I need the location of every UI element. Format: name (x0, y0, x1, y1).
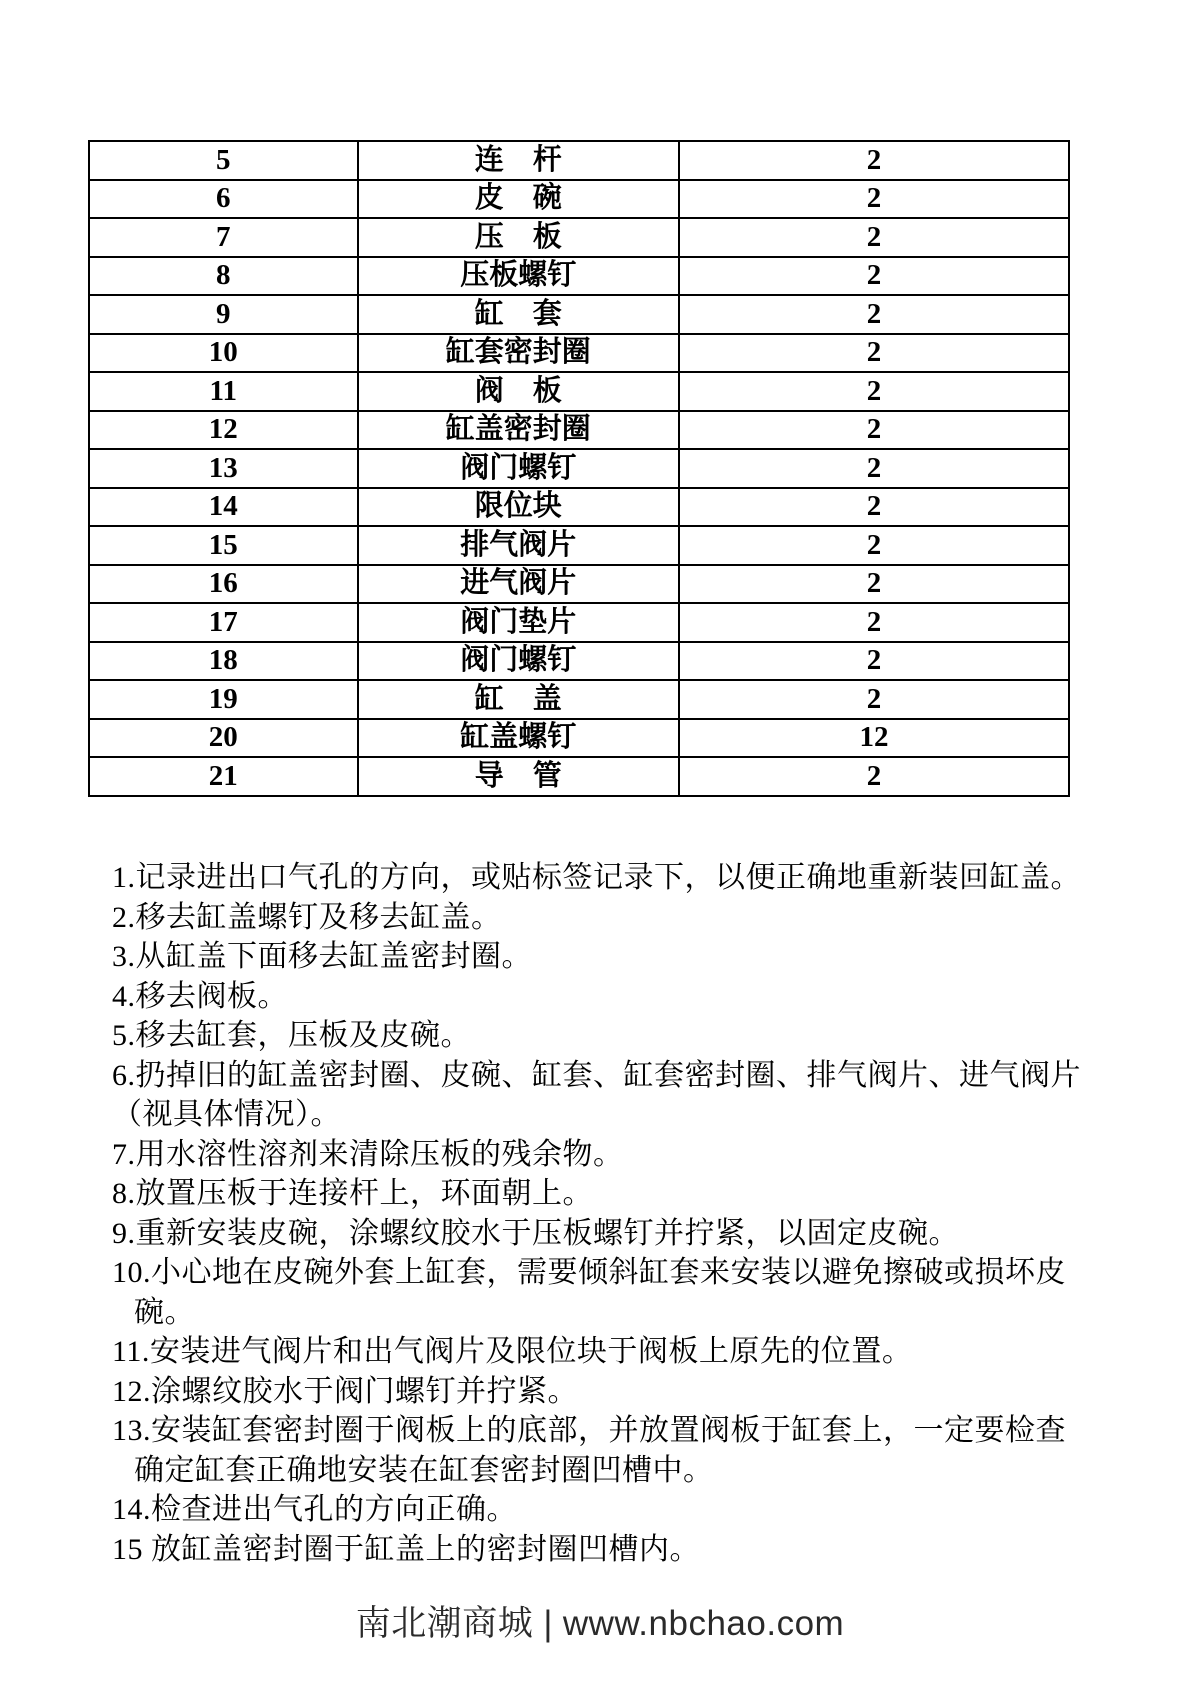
part-quantity: 2 (679, 603, 1069, 642)
part-number: 21 (89, 757, 358, 796)
table-row (89, 488, 1069, 527)
part-name: 进气阀片 (358, 565, 679, 604)
part-number: 17 (89, 603, 358, 642)
part-quantity: 2 (679, 565, 1069, 604)
part-number: 10 (89, 334, 358, 373)
part-number: 13 (89, 449, 358, 488)
part-quantity: 12 (679, 719, 1069, 758)
part-name: 缸 盖 (358, 680, 679, 719)
table-row (89, 449, 1069, 488)
part-quantity: 2 (679, 257, 1069, 296)
part-quantity: 2 (679, 411, 1069, 450)
part-name: 阀门螺钉 (358, 449, 679, 488)
instruction-line: 8.放置压板于连接杆上，环面朝上。 (112, 1177, 593, 1210)
part-name: 阀 板 (358, 372, 679, 411)
instruction-line: 4.移去阀板。 (112, 979, 288, 1013)
part-number: 19 (89, 680, 358, 719)
footer-separator: | (543, 1604, 553, 1643)
part-quantity: 2 (679, 180, 1069, 219)
table-row (89, 295, 1069, 334)
part-name: 皮 碗 (358, 180, 679, 219)
part-number: 12 (89, 411, 358, 450)
table-row (89, 642, 1069, 681)
instruction-line-continuation: （视具体情况）。 (112, 1098, 341, 1131)
part-name: 限位块 (358, 488, 679, 527)
instruction-line: 13.安装缸套密封圈于阀板上的底部，并放置阀板于缸套上，一定要检查 (112, 1414, 1066, 1447)
part-name: 缸套密封圈 (358, 334, 679, 373)
part-name: 阀门垫片 (358, 603, 679, 642)
part-quantity: 2 (679, 526, 1069, 565)
table-row (89, 603, 1069, 642)
table-row (89, 565, 1069, 604)
instruction-line: 11.安装进气阀片和出气阀片及限位块于阀板上原先的位置。 (112, 1335, 913, 1368)
footer-url: www.nbchao.com (562, 1604, 845, 1643)
part-name: 阀门螺钉 (358, 642, 679, 681)
part-quantity: 2 (679, 757, 1069, 796)
part-quantity: 2 (679, 680, 1069, 719)
instruction-line: 14.检查进出气孔的方向正确。 (112, 1493, 517, 1526)
part-name: 缸盖密封圈 (358, 411, 679, 450)
table-row (89, 757, 1069, 796)
part-quantity: 2 (679, 141, 1069, 180)
instruction-line: 7.用水溶性溶剂来清除压板的残余物。 (112, 1137, 624, 1171)
footer-brand: 南北潮商城 (355, 1604, 534, 1643)
instruction-line: 15 放缸盖密封圈于缸盖上的密封圈凹槽内。 (112, 1532, 700, 1566)
part-number: 7 (89, 218, 358, 257)
part-quantity: 2 (679, 642, 1069, 681)
table-row (89, 141, 1069, 180)
instruction-line: 10.小心地在皮碗外套上缸套，需要倾斜缸套来安装以避免擦破或损坏皮 (112, 1256, 1066, 1289)
part-number: 8 (89, 257, 358, 296)
part-name: 压板螺钉 (358, 257, 679, 296)
part-quantity: 2 (679, 449, 1069, 488)
instruction-line: 5.移去缸套，压板及皮碗。 (112, 1019, 471, 1052)
table-row (89, 680, 1069, 719)
table-row (89, 180, 1069, 219)
part-quantity: 2 (679, 488, 1069, 527)
table-row (89, 719, 1069, 758)
part-name: 缸盖螺钉 (358, 719, 679, 758)
instruction-line: 1.记录进出口气孔的方向，或贴标签记录下，以便正确地重新装回缸盖。 (112, 861, 1081, 894)
part-name: 导 管 (358, 757, 679, 796)
part-number: 15 (89, 526, 358, 565)
part-quantity: 2 (679, 218, 1069, 257)
table-row (89, 218, 1069, 257)
part-name: 排气阀片 (358, 526, 679, 565)
instruction-line: 6.扔掉旧的缸盖密封圈、皮碗、缸套、缸套密封圈、排气阀片、进气阀片 (112, 1058, 1081, 1092)
instruction-list (112, 858, 1122, 1569)
part-quantity: 2 (679, 372, 1069, 411)
table-row (89, 257, 1069, 296)
table-row (89, 334, 1069, 373)
part-name: 压 板 (358, 218, 679, 257)
part-number: 18 (89, 642, 358, 681)
part-number: 6 (89, 180, 358, 219)
part-name: 缸 套 (358, 295, 679, 334)
instruction-line: 9.重新安装皮碗，涂螺纹胶水于压板螺钉并拧紧，以固定皮碗。 (112, 1216, 959, 1250)
table-row (89, 526, 1069, 565)
part-number: 9 (89, 295, 358, 334)
table-row (89, 411, 1069, 450)
page-footer (0, 1596, 1200, 1646)
part-name: 连 杆 (358, 141, 679, 180)
instruction-line: 3.从缸盖下面移去缸盖密封圈。 (112, 940, 532, 973)
parts-table (88, 140, 1070, 797)
part-number: 5 (89, 141, 358, 180)
part-number: 20 (89, 719, 358, 758)
part-number: 14 (89, 488, 358, 527)
part-quantity: 2 (679, 334, 1069, 373)
instruction-line: 2.移去缸盖螺钉及移去缸盖。 (112, 900, 502, 934)
instruction-line-continuation: 碗。 (134, 1295, 195, 1329)
part-quantity: 2 (679, 295, 1069, 334)
part-number: 11 (89, 372, 358, 411)
table-row (89, 372, 1069, 411)
instruction-line-continuation: 确定缸套正确地安装在缸套密封圈凹槽中。 (134, 1453, 714, 1487)
instruction-line: 12.涂螺纹胶水于阀门螺钉并拧紧。 (112, 1374, 578, 1408)
part-number: 16 (89, 565, 358, 604)
